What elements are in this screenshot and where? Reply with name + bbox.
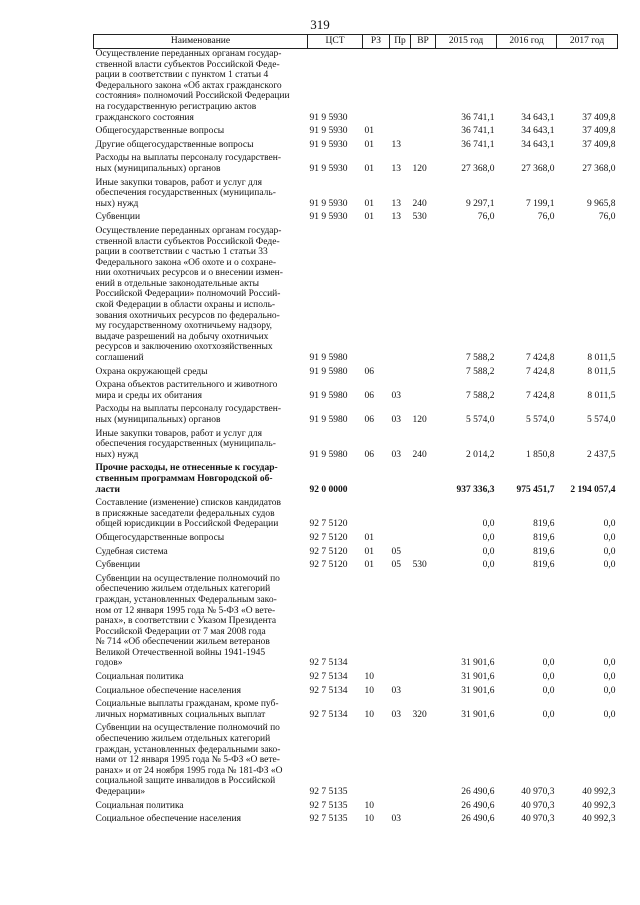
row-vr: 530 — [412, 212, 427, 223]
row-value-2016: 34 643,1 — [521, 112, 555, 123]
row-value-2016: 7 424,8 — [526, 390, 555, 401]
row-value-2015: 36 741,1 — [461, 139, 495, 150]
row-value-2016: 819,6 — [533, 532, 555, 543]
table-row — [94, 557, 618, 571]
row-pr: 03 — [391, 709, 401, 720]
row-value-2016: 0,0 — [542, 709, 555, 720]
row-value-2015: 0,0 — [482, 519, 495, 530]
row-pr — [390, 223, 411, 364]
header-pr: Пр — [390, 35, 411, 49]
table-row — [94, 223, 618, 364]
row-rz: 10 — [364, 709, 374, 720]
row-name: Расходы на выплаты персоналу государствен- ных (муниципальных) органов — [95, 404, 282, 425]
row-rz: 06 — [364, 415, 374, 425]
row-name: Охрана окружающей среды — [95, 366, 208, 377]
row-value-2016: 0,0 — [542, 685, 555, 696]
row-rz — [363, 223, 390, 364]
row-pr: 13 — [391, 198, 401, 209]
row-cst: 92 7 5134 — [309, 709, 348, 720]
row-value-2015: 937 336,3 — [456, 484, 495, 495]
row-vr: 120 — [412, 415, 427, 425]
row-pr — [390, 669, 411, 683]
row-cst: 91 9 5930 — [309, 163, 348, 174]
row-rz: 10 — [364, 672, 374, 683]
row-vr — [411, 377, 436, 401]
row-rz: 01 — [364, 126, 374, 137]
row-value-2017: 0,0 — [603, 658, 616, 669]
row-value-2015: 0,0 — [482, 532, 495, 543]
row-value-2016: 1 850,8 — [526, 449, 555, 460]
row-name: Другие общегосударственные вопросы — [95, 139, 254, 150]
row-cst: 92 7 5134 — [309, 685, 348, 696]
header-cst: ЦСТ — [308, 35, 363, 49]
row-value-2017: 8 011,5 — [587, 390, 616, 401]
row-value-2017: 40 992,3 — [582, 814, 616, 825]
row-vr — [411, 544, 436, 558]
row-pr: 13 — [391, 163, 401, 174]
table-row — [94, 123, 618, 137]
row-value-2016: 7 424,8 — [526, 366, 555, 377]
row-pr — [390, 571, 411, 669]
table-row — [94, 544, 618, 558]
row-name: Социальная политика — [95, 672, 184, 683]
row-value-2017: 37 409,8 — [582, 139, 616, 150]
row-rz: 06 — [364, 449, 374, 460]
row-value-2016: 40 970,3 — [521, 800, 555, 811]
table-row — [94, 364, 618, 378]
row-cst: 91 9 5980 — [309, 353, 348, 364]
row-vr — [411, 123, 436, 137]
row-cst: 92 7 5135 — [309, 800, 348, 811]
row-vr: 530 — [412, 560, 427, 571]
row-value-2016: 34 643,1 — [521, 126, 555, 137]
row-value-2015: 36 741,1 — [461, 112, 495, 123]
row-value-2015: 2 014,2 — [466, 449, 495, 460]
row-pr: 03 — [391, 390, 401, 401]
row-pr — [390, 720, 411, 797]
row-value-2015: 31 901,6 — [461, 709, 495, 720]
row-cst: 92 0 0000 — [309, 484, 348, 495]
row-rz: 01 — [364, 163, 374, 174]
row-value-2015: 31 901,6 — [461, 672, 495, 683]
row-value-2015: 31 901,6 — [461, 685, 495, 696]
row-value-2017: 8 011,5 — [587, 366, 616, 377]
row-value-2017: 0,0 — [603, 519, 616, 530]
table-row — [94, 49, 618, 124]
table-row — [94, 175, 618, 210]
table-header-row — [94, 35, 618, 49]
table-row — [94, 209, 618, 223]
row-rz — [363, 460, 390, 495]
row-value-2015: 26 490,6 — [461, 814, 495, 825]
row-name: Осуществление переданных органам государ- ственной власти субъектов Российской Феде- рации в соответствии с частью 1 статьи 33 Федерального закона «Об охоте и о сохране- нии охотничьих ресурсов и о внесении измен- ений в отдельные законодательные акты Российской Федерации» полномочий Россий- ской Федерации в области охраны и исполь- зования охотничьих ресурсов по федерально- му государственному охотничьему надзору, выдаче разрешений на добычу охотничьих ресурсов и заключению охотхозяйственных соглашений — [95, 225, 283, 364]
header-2017: 2017 год — [557, 35, 618, 49]
row-value-2015: 0,0 — [482, 546, 495, 557]
row-value-2015: 36 741,1 — [461, 126, 495, 137]
row-name: Прочие расходы, не отнесенные к государ- ственным программам Новгородской об- ласти — [95, 463, 278, 495]
row-vr — [411, 137, 436, 151]
row-vr — [411, 669, 436, 683]
row-vr — [411, 683, 436, 697]
table-row — [94, 696, 618, 720]
table-row — [94, 460, 618, 495]
row-rz — [363, 495, 390, 530]
row-vr — [411, 49, 436, 124]
row-rz: 01 — [364, 532, 374, 543]
row-cst: 91 9 5980 — [309, 366, 348, 377]
row-rz: 01 — [364, 546, 374, 557]
row-rz: 10 — [364, 685, 374, 696]
row-value-2017: 40 992,3 — [582, 800, 616, 811]
table-row — [94, 571, 618, 669]
row-value-2017: 8 011,5 — [587, 353, 616, 364]
row-pr: 05 — [391, 560, 401, 571]
row-name: Социальное обеспечение населения — [95, 814, 241, 825]
row-cst: 91 9 5930 — [309, 126, 348, 137]
row-pr: 03 — [391, 685, 401, 696]
row-name: Иные закупки товаров, работ и услуг для обеспечения государственных (муниципаль- ных) нужд — [95, 428, 276, 460]
row-vr — [411, 460, 436, 495]
row-cst: 92 7 5134 — [309, 658, 348, 669]
row-vr — [411, 720, 436, 797]
row-pr — [390, 364, 411, 378]
header-2016: 2016 год — [497, 35, 557, 49]
row-vr — [411, 798, 436, 812]
table-row — [94, 377, 618, 401]
header-2015: 2015 год — [436, 35, 497, 49]
row-name: Иные закупки товаров, работ и услуг для обеспечения государственных (муниципаль- ных) нужд — [95, 177, 276, 209]
row-value-2017: 27 368,0 — [582, 163, 616, 174]
header-vr: ВР — [411, 35, 436, 49]
row-cst: 91 9 5930 — [309, 139, 348, 150]
row-value-2016: 40 970,3 — [521, 787, 555, 797]
row-cst: 92 7 5135 — [309, 787, 348, 797]
row-value-2016: 27 368,0 — [521, 163, 555, 174]
row-value-2015: 26 490,6 — [461, 787, 495, 797]
row-name: Социальная политика — [95, 800, 184, 811]
table-row — [94, 669, 618, 683]
row-name: Социальное обеспечение населения — [95, 685, 241, 696]
row-value-2015: 9 297,1 — [466, 198, 495, 209]
row-rz — [363, 571, 390, 669]
row-cst: 92 7 5134 — [309, 672, 348, 683]
row-cst: 92 7 5120 — [309, 546, 348, 557]
row-value-2017: 0,0 — [603, 532, 616, 543]
row-value-2017: 37 409,8 — [582, 126, 616, 137]
row-cst: 91 9 5980 — [309, 415, 348, 425]
table-row — [94, 811, 618, 825]
row-value-2015: 0,0 — [482, 560, 495, 571]
row-value-2016: 76,0 — [537, 212, 555, 223]
row-value-2016: 7 424,8 — [526, 353, 555, 364]
row-pr — [390, 530, 411, 544]
row-value-2015: 7 588,2 — [466, 353, 495, 364]
row-value-2015: 27 368,0 — [461, 163, 495, 174]
row-rz: 01 — [364, 139, 374, 150]
row-value-2017: 0,0 — [603, 672, 616, 683]
row-vr — [411, 223, 436, 364]
row-value-2016: 975 451,7 — [516, 484, 555, 495]
row-pr — [390, 495, 411, 530]
table-row — [94, 495, 618, 530]
row-value-2015: 76,0 — [477, 212, 495, 223]
row-vr — [411, 495, 436, 530]
row-value-2015: 31 901,6 — [461, 658, 495, 669]
row-pr — [390, 798, 411, 812]
row-rz: 06 — [364, 366, 374, 377]
row-value-2015: 7 588,2 — [466, 366, 495, 377]
row-value-2017: 40 992,3 — [582, 787, 616, 797]
row-name: Составление (изменение) списков кандидатов в присяжные заседатели федеральных судов общей юрисдикции в Российской Федерации — [95, 498, 282, 530]
table-row — [94, 798, 618, 812]
row-value-2016: 5 574,0 — [526, 415, 555, 425]
row-name: Субвенции на осуществление полномочий по обеспечению жильем отдельных категорий граждан, установленных федеральными зако- нами от 12 января 1995 года № 5-ФЗ «О вете- ранах» и от 24 ноября 1995 года № 181-ФЗ «О социальной защите инвалидов в Российской Федерации» — [95, 723, 283, 797]
row-pr: 03 — [391, 449, 401, 460]
table-row — [94, 426, 618, 461]
row-value-2017: 0,0 — [603, 685, 616, 696]
row-pr — [390, 49, 411, 124]
row-name: Субвенции — [95, 212, 141, 223]
row-rz — [363, 49, 390, 124]
row-cst: 91 9 5930 — [309, 212, 348, 223]
row-name: Субвенции — [95, 560, 141, 571]
row-rz: 06 — [364, 390, 374, 401]
row-name: Осуществление переданных органам государ- ственной власти субъектов Российской Феде- рации в соответствии с пунктом 1 статьи 4 Федерального закона «Об актах гражданского состояния» полномочий Российской Федерации на государственную регистрацию актов гражданского состояния — [95, 49, 290, 123]
row-value-2016: 0,0 — [542, 672, 555, 683]
row-cst: 91 9 5980 — [309, 449, 348, 460]
table-row — [94, 720, 618, 797]
row-name: Общегосударственные вопросы — [95, 126, 225, 137]
row-rz: 01 — [364, 198, 374, 209]
row-value-2016: 819,6 — [533, 546, 555, 557]
row-cst: 92 7 5120 — [309, 560, 348, 571]
row-value-2017: 0,0 — [603, 560, 616, 571]
row-name: Общегосударственные вопросы — [95, 532, 225, 543]
row-value-2017: 0,0 — [603, 709, 616, 720]
table-row — [94, 401, 618, 425]
row-vr: 240 — [412, 449, 427, 460]
row-value-2017: 9 965,8 — [587, 198, 616, 209]
row-name: Субвенции на осуществление полномочий по обеспечению жильем отдельных категорий граждан, установленных Федеральным зако- ном от 12 января 1995 года № 5-ФЗ «О вете- ранах», в соответствии с Указом Президента Российской Федерации от 7 мая 2008 года № 714 «Об обеспечении жильем ветеранов Великой Отечественной войны 1941-1945 годов» — [95, 573, 280, 669]
row-value-2015: 26 490,6 — [461, 800, 495, 811]
row-pr: 03 — [391, 415, 401, 425]
row-value-2016: 0,0 — [542, 658, 555, 669]
row-rz: 10 — [364, 800, 374, 811]
row-vr — [411, 811, 436, 825]
row-name: Охрана объектов растительного и животного мира и среды их обитания — [95, 380, 278, 401]
budget-table — [93, 34, 618, 825]
row-value-2016: 34 643,1 — [521, 139, 555, 150]
row-pr: 13 — [391, 212, 401, 223]
row-rz: 10 — [364, 814, 374, 825]
row-name: Судебная система — [95, 546, 168, 557]
row-pr: 13 — [391, 139, 401, 150]
row-value-2017: 5 574,0 — [587, 415, 616, 425]
row-value-2015: 5 574,0 — [466, 415, 495, 425]
table-row — [94, 530, 618, 544]
row-name: Расходы на выплаты персоналу государствен- ных (муниципальных) органов — [95, 153, 282, 174]
row-pr — [390, 123, 411, 137]
row-cst: 91 9 5980 — [309, 390, 348, 401]
page-number: 319 — [310, 17, 330, 32]
row-vr — [411, 364, 436, 378]
table-row — [94, 683, 618, 697]
row-vr: 120 — [412, 163, 427, 174]
row-value-2016: 819,6 — [533, 560, 555, 571]
table-body — [94, 49, 618, 825]
header-name: Наименование — [94, 35, 308, 49]
row-value-2017: 76,0 — [598, 212, 616, 223]
row-rz: 01 — [364, 212, 374, 223]
row-vr — [411, 571, 436, 669]
row-cst: 91 9 5930 — [309, 112, 348, 123]
row-value-2016: 40 970,3 — [521, 814, 555, 825]
table-row — [94, 137, 618, 151]
row-cst: 91 9 5930 — [309, 198, 348, 209]
row-pr — [390, 460, 411, 495]
row-cst: 92 7 5120 — [309, 532, 348, 543]
row-value-2017: 37 409,8 — [582, 112, 616, 123]
row-vr: 240 — [412, 198, 427, 209]
row-vr: 320 — [412, 709, 427, 720]
row-value-2017: 2 437,5 — [587, 449, 616, 460]
row-vr — [411, 530, 436, 544]
row-name: Социальные выплаты гражданам, кроме пуб- личных нормативных социальных выплат — [95, 699, 279, 720]
row-cst: 92 7 5120 — [309, 519, 348, 530]
row-value-2015: 7 588,2 — [466, 390, 495, 401]
table-row — [94, 150, 618, 174]
row-rz: 01 — [364, 560, 374, 571]
row-value-2016: 7 199,1 — [526, 198, 555, 209]
row-pr: 05 — [391, 546, 401, 557]
row-value-2017: 0,0 — [603, 546, 616, 557]
row-value-2016: 819,6 — [533, 519, 555, 530]
row-rz — [363, 720, 390, 797]
header-rz: РЗ — [363, 35, 390, 49]
row-value-2017: 2 194 057,4 — [570, 484, 616, 495]
row-cst: 92 7 5135 — [309, 814, 348, 825]
row-pr: 03 — [391, 814, 401, 825]
